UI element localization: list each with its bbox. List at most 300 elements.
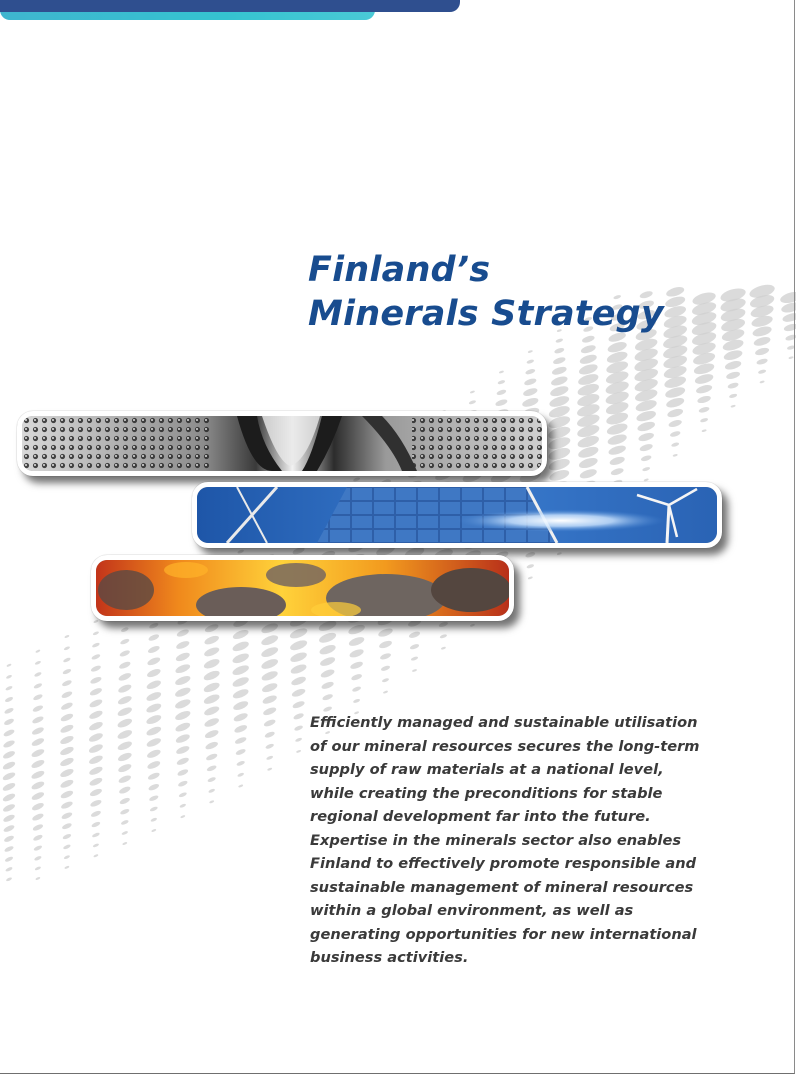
halftone-dot — [759, 380, 764, 383]
halftone-dot — [2, 750, 16, 760]
intro-paragraph: Efficiently managed and sustainable utilisation of our mineral resources secures the long-term supply of raw materials at a national level, while creating the preconditions for stable regional development far into the future. Expertise in the minerals sector also enables Finland to effectively promote responsible and sustainable management of mineral resources within a global environment, as well as generating opportunities for new international business activities. — [310, 714, 700, 966]
halftone-dot — [579, 353, 598, 366]
halftone-dot — [609, 455, 626, 466]
halftone-dot — [4, 696, 13, 703]
halftone-dot — [263, 718, 276, 728]
halftone-dot — [60, 712, 74, 723]
halftone-dot — [175, 744, 190, 755]
halftone-dot — [30, 748, 45, 759]
halftone-dot — [580, 344, 597, 355]
halftone-dot — [62, 833, 72, 840]
halftone-dot — [90, 664, 102, 672]
halftone-dot — [262, 706, 277, 717]
halftone-dot — [289, 638, 309, 652]
halftone-dot — [290, 675, 307, 687]
halftone-dot — [232, 687, 250, 700]
halftone-dot — [31, 802, 45, 812]
halftone-dot — [63, 657, 72, 663]
halftone-dot — [205, 752, 218, 761]
halftone-dot — [289, 626, 309, 640]
halftone-dot — [639, 443, 654, 453]
halftone-dot — [64, 634, 69, 638]
halftone-dot — [347, 623, 366, 636]
halftone-dot — [470, 623, 475, 627]
halftone-dot — [293, 712, 305, 720]
halftone-dot — [146, 760, 161, 771]
halftone-dot — [31, 715, 44, 725]
halftone-dot — [147, 645, 161, 655]
halftone-dot — [177, 768, 189, 777]
halftone-dot — [4, 845, 15, 853]
halftone-dot — [295, 737, 303, 742]
halftone-dot — [60, 701, 74, 711]
halftone-dot — [610, 467, 624, 476]
halftone-dot — [2, 771, 17, 782]
halftone-dot — [236, 760, 245, 767]
halftone-dot — [2, 792, 16, 803]
halftone-dot — [32, 823, 44, 832]
halftone-dot — [528, 350, 533, 354]
halftone-dot — [727, 382, 739, 390]
halftone-dot — [174, 674, 192, 687]
halftone-dot — [59, 734, 74, 745]
halftone-dot — [231, 652, 250, 666]
title-line-2: Minerals Strategy — [308, 294, 664, 334]
halftone-dot — [5, 866, 13, 872]
halftone-dot — [296, 749, 301, 753]
halftone-dot — [88, 765, 103, 776]
halftone-dot — [145, 725, 162, 737]
halftone-dot — [119, 649, 131, 658]
halftone-dot — [700, 417, 709, 423]
halftone-dot — [6, 663, 11, 667]
halftone-dot — [352, 686, 362, 693]
halftone-dot — [666, 407, 684, 419]
halftone-dot — [116, 728, 133, 740]
halftone-dot — [4, 707, 15, 715]
halftone-dot — [526, 563, 534, 569]
halftone-dot — [260, 669, 279, 682]
halftone-dot — [92, 642, 101, 648]
title-line-1: Finland’s — [308, 250, 491, 290]
halftone-dot — [203, 646, 220, 659]
halftone-dot — [62, 668, 72, 675]
halftone-dot — [233, 724, 248, 735]
halftone-dot — [203, 634, 220, 646]
halftone-dot — [93, 619, 98, 623]
halftone-dot — [146, 737, 163, 749]
halftone-dot — [61, 811, 73, 820]
halftone-dot — [31, 791, 45, 802]
halftone-dot — [203, 669, 221, 682]
halftone-dot — [232, 699, 249, 711]
halftone-dot — [5, 685, 13, 691]
halftone-dot — [59, 778, 74, 789]
halftone-dot — [3, 834, 15, 843]
halftone-dot — [265, 743, 275, 750]
halftone-dot — [523, 377, 537, 386]
halftone-dot — [32, 834, 43, 842]
halftone-dot — [179, 803, 186, 808]
halftone-dot — [148, 783, 160, 792]
halftone-dot — [291, 687, 306, 698]
solar-wind-strip — [192, 482, 722, 548]
halftone-dot — [90, 810, 102, 818]
halftone-dot — [410, 656, 418, 662]
halftone-dot — [59, 767, 74, 778]
halftone-dot — [148, 794, 159, 802]
halftone-dot — [3, 824, 16, 833]
halftone-dot — [180, 815, 185, 819]
halftone-dot — [525, 551, 536, 558]
halftone-dot — [521, 396, 539, 408]
halftone-dot — [146, 667, 162, 678]
halftone-dot — [145, 690, 162, 702]
halftone-dot — [412, 669, 417, 673]
halftone-dot — [148, 633, 160, 642]
halftone-dot — [235, 748, 246, 756]
halftone-dot — [175, 639, 190, 650]
halftone-dot — [117, 740, 134, 752]
halftone-dot — [528, 576, 533, 580]
halftone-dot — [671, 442, 680, 448]
halftone-dot — [439, 634, 447, 639]
halftone-dot — [61, 679, 72, 687]
halftone-dot — [725, 370, 740, 380]
halftone-dot — [145, 713, 162, 726]
halftone-dot — [495, 398, 508, 407]
halftone-dot — [525, 368, 536, 375]
halftone-dot — [207, 776, 216, 783]
halftone-dot — [636, 420, 656, 433]
halftone-dot — [266, 755, 274, 760]
halftone-dot — [554, 347, 565, 355]
halftone-dot — [694, 372, 715, 385]
halftone-dot — [120, 638, 130, 646]
halftone-dot — [146, 679, 163, 691]
halftone-dot — [120, 819, 129, 825]
halftone-dot — [34, 671, 42, 677]
halftone-dot — [557, 552, 562, 556]
halftone-dot — [348, 635, 366, 647]
halftone-dot — [88, 776, 103, 787]
halftone-dot — [118, 785, 131, 795]
halftone-dot — [2, 803, 16, 813]
halftone-dot — [120, 808, 130, 816]
halftone-dot — [35, 649, 40, 653]
halftone-dot — [379, 652, 391, 661]
halftone-dot — [117, 694, 133, 706]
halftone-dot — [118, 660, 131, 670]
halftone-dot — [672, 454, 677, 458]
halftone-dot — [665, 285, 685, 298]
halftone-dot — [63, 844, 72, 850]
halftone-dot — [698, 406, 710, 414]
halftone-dot — [260, 633, 279, 647]
halftone-dot — [238, 784, 243, 788]
halftone-dot — [34, 855, 42, 861]
halftone-dot — [785, 334, 796, 342]
halftone-dot — [409, 643, 419, 650]
halftone-dot — [548, 468, 570, 483]
halftone-dot — [91, 821, 101, 828]
halftone-dot — [118, 774, 132, 785]
halftone-dot — [723, 349, 744, 362]
halftone-dot — [322, 693, 334, 701]
halftone-dot — [88, 754, 104, 766]
halftone-dot — [122, 842, 127, 846]
halftone-dot — [30, 769, 45, 780]
halftone-dot — [119, 797, 131, 806]
halftone-dot — [63, 855, 70, 860]
halftone-dot — [31, 737, 45, 748]
halftone-dot — [174, 697, 192, 710]
halftone-dot — [174, 721, 191, 733]
halftone-dot — [93, 854, 98, 858]
halftone-dot — [4, 856, 13, 863]
halftone-dot — [60, 800, 74, 810]
halftone-dot — [88, 720, 104, 732]
halftone-dot — [88, 709, 103, 720]
halftone-dot — [59, 756, 75, 768]
halftone-dot — [88, 698, 103, 709]
halftone-dot — [267, 767, 272, 771]
halftone-dot — [146, 656, 161, 667]
halftone-dot — [204, 729, 220, 740]
halftone-dot — [32, 704, 44, 713]
halftone-dot — [174, 686, 192, 699]
halftone-dot — [290, 663, 308, 676]
halftone-dot — [203, 693, 221, 706]
page-title — [308, 248, 664, 336]
halftone-dot — [60, 789, 74, 800]
halftone-dot — [260, 621, 279, 635]
halftone-dot — [549, 384, 570, 398]
halftone-dot — [729, 393, 738, 399]
halftone-dot — [237, 549, 244, 554]
halftone-dot — [203, 681, 221, 694]
halftone-dot — [526, 359, 534, 365]
halftone-dot — [579, 467, 598, 480]
halftone-dot — [34, 866, 41, 871]
halftone-dot — [231, 640, 250, 653]
halftone-dot — [120, 626, 129, 632]
halftone-dot — [606, 432, 628, 446]
halftone-dot — [92, 631, 99, 636]
halftone-dot — [231, 663, 250, 677]
halftone-dot — [203, 657, 221, 670]
halftone-dot — [151, 829, 156, 833]
halftone-dot — [3, 718, 15, 727]
halftone-dot — [318, 643, 337, 656]
halftone-dot — [237, 772, 244, 777]
halftone-dot — [92, 832, 101, 838]
halftone-dot — [61, 690, 73, 699]
halftone-dot — [782, 312, 796, 324]
halftone-dot — [209, 800, 214, 804]
halftone-dot — [88, 743, 104, 755]
halftone-dot — [118, 672, 132, 683]
halftone-dot — [321, 681, 335, 691]
halftone-dot — [33, 845, 43, 852]
halftone-dot — [318, 631, 338, 645]
halftone-dot — [522, 387, 538, 398]
halftone-dot — [349, 660, 363, 670]
halftone-dot — [89, 687, 103, 697]
halftone-dot — [175, 733, 191, 745]
halftone-dot — [550, 375, 569, 388]
halftone-dot — [438, 621, 448, 628]
halftone-dot — [754, 346, 770, 356]
halftone-dot — [470, 390, 475, 394]
halftone-dot — [787, 345, 796, 351]
halftone-dot — [6, 674, 13, 679]
halftone-dot — [35, 876, 40, 880]
halftone-dot — [208, 788, 215, 793]
halftone-dot — [496, 389, 507, 396]
halftone-dot — [640, 454, 652, 462]
halftone-dot — [3, 728, 16, 737]
halftone-dot — [89, 676, 102, 685]
halftone-dot — [2, 760, 16, 771]
halftone-dot — [145, 702, 162, 715]
halftone-dot — [260, 657, 279, 671]
halftone-dot — [380, 665, 390, 672]
halftone-dot — [92, 843, 99, 848]
halftone-dot — [441, 646, 446, 650]
halftone-dot — [756, 358, 768, 366]
halftone-dot — [468, 400, 476, 405]
halftone-dot — [607, 444, 627, 457]
halftone-dot — [349, 648, 365, 659]
halftone-dot — [30, 758, 45, 769]
halftone-dot — [669, 430, 681, 438]
halftone-dot — [34, 660, 41, 665]
halftone-dot — [116, 717, 133, 729]
halftone-dot — [753, 335, 772, 347]
halftone-dot — [203, 705, 220, 718]
halftone-dot — [148, 622, 159, 630]
halftone-dot — [31, 726, 45, 736]
halftone-dot — [31, 812, 44, 822]
halftone-dot — [231, 675, 250, 688]
halftone-dot — [783, 322, 796, 332]
halftone-dot — [499, 370, 504, 374]
halftone-dot — [294, 725, 304, 732]
halftone-dot — [117, 751, 133, 763]
halftone-dot — [2, 739, 15, 749]
halftone-dot — [174, 663, 191, 675]
halftone-dot — [319, 656, 336, 668]
halftone-dot — [292, 700, 306, 710]
halftone-dot — [2, 781, 17, 792]
halftone-dot — [91, 653, 101, 660]
halftone-dot — [635, 409, 657, 423]
halftone-dot — [33, 682, 43, 689]
halftone-dot — [378, 639, 393, 649]
molten-ore-strip — [91, 555, 514, 621]
halftone-dot — [730, 404, 735, 407]
halftone-dot — [551, 365, 567, 376]
halftone-dot — [578, 362, 599, 376]
halftone-dot — [59, 745, 75, 757]
halftone-dot — [289, 651, 308, 664]
halftone-dot — [117, 706, 134, 718]
halftone-dot — [234, 736, 247, 745]
halftone-dot — [383, 690, 388, 694]
halftone-dot — [232, 628, 250, 641]
halftone-dot — [61, 822, 72, 830]
halftone-dot — [88, 732, 104, 744]
halftone-dot — [261, 681, 279, 694]
halftone-dot — [788, 356, 793, 359]
halftone-dot — [150, 817, 157, 822]
halftone-dot — [204, 740, 218, 750]
halftone-dot — [6, 877, 13, 882]
halftone-dot — [2, 813, 15, 823]
halftone-dot — [174, 709, 192, 722]
halftone-dot — [752, 325, 773, 339]
halftone-dot — [176, 756, 190, 766]
halftone-dot — [642, 466, 651, 472]
halftone-dot — [382, 677, 390, 682]
halftone-dot — [665, 396, 685, 409]
halftone-dot — [497, 379, 505, 385]
halftone-dot — [149, 806, 158, 813]
halftone-dot — [177, 780, 188, 788]
halftone-dot — [32, 693, 43, 701]
halftone-dot — [377, 627, 394, 638]
halftone-dot — [353, 698, 361, 704]
halftone-dot — [203, 716, 220, 728]
halftone-dot — [264, 731, 276, 739]
halftone-dot — [697, 395, 712, 405]
halftone-dot — [555, 338, 563, 344]
halftone-dot — [233, 712, 249, 723]
halftone-dot — [176, 628, 190, 638]
halftone-dot — [758, 369, 767, 375]
halftone-dot — [578, 456, 599, 470]
halftone-dot — [117, 683, 132, 694]
halftone-dot — [262, 694, 278, 706]
halftone-dot — [260, 645, 279, 659]
halftone-dot — [146, 748, 162, 759]
halftone-dot — [668, 419, 683, 429]
halftone-dot — [724, 359, 742, 371]
halftone-dot — [695, 383, 713, 395]
halftone-dot — [204, 623, 220, 634]
halftone-dot — [701, 429, 706, 433]
halftone-dot — [638, 431, 655, 442]
halftone-dot — [350, 673, 362, 682]
halftone-dot — [408, 630, 421, 639]
halftone-dot — [320, 668, 336, 679]
halftone-dot — [175, 651, 191, 663]
metal-drum-strip — [17, 411, 547, 476]
halftone-dot — [89, 787, 103, 797]
halftone-dot — [30, 780, 45, 791]
halftone-dot — [206, 764, 217, 772]
halftone-dot — [147, 771, 161, 781]
halftone-dot — [59, 723, 74, 734]
halftone-dot — [117, 762, 132, 773]
halftone-dot — [89, 799, 102, 808]
halftone-dot — [178, 792, 187, 799]
halftone-dot — [121, 830, 128, 835]
halftone-dot — [552, 356, 566, 365]
halftone-dot — [64, 865, 69, 869]
halftone-dot — [63, 646, 70, 651]
